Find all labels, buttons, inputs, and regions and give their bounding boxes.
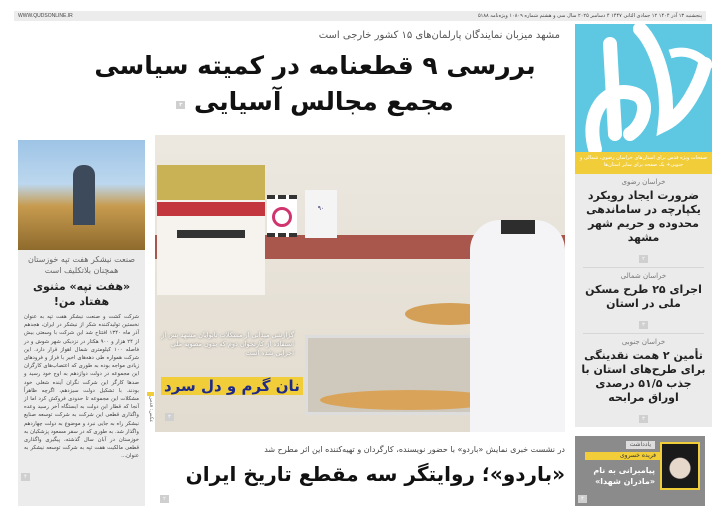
region-title[interactable]: تأمین ۲ همت نقدینگی برای طرح‌های استان با جذب ۵۱/۵ درصدی اوراق مرابحه: [581, 349, 706, 404]
logo-tagline: صفحات ویژه قدس برای استان‌های خراسان رضوی، شمالی و جنوبی+ یک صفحه برای سایر استان‌ها: [575, 152, 712, 174]
website-url[interactable]: WWW.QUDSONLINE.IR: [18, 13, 73, 19]
left-column-story: [18, 140, 145, 506]
photo-story-title[interactable]: نان گرم و دل سرد: [161, 377, 303, 395]
bottom-kicker: در نشست خبری نمایش «باردو» با حضور نویسنده، کارگردان و تهیه‌کننده این اثر مطرح شد: [264, 445, 565, 454]
headline-line: بررسی ۹ قطعنامه در کمیته سیاسی: [94, 51, 536, 80]
region-title[interactable]: ضرورت ایجاد رویکرد یکپارچه در ساماندهی محدوده و حریم شهر مشهد: [586, 189, 701, 244]
regions-column: [575, 174, 712, 427]
page-ref[interactable]: ۲: [160, 495, 169, 503]
region-title[interactable]: اجرای ۲۵ طرح مسکن ملی در استان: [585, 283, 702, 310]
left-kicker: صنعت نیشکر هفت تپه خوزستان همچنان بلاتکلیف است: [27, 255, 136, 275]
opinion-title[interactable]: پیامبرانی به نام «مادران شهدا»: [593, 466, 655, 486]
opinion-box[interactable]: [575, 436, 705, 506]
farmer: [73, 165, 95, 225]
main-kicker: مشهد میزبان نمایندگان پارلمان‌های ۱۵ کشور خارجی است: [318, 30, 560, 41]
page-ref[interactable]: ۳: [639, 415, 648, 423]
region-story-south[interactable]: [575, 334, 712, 427]
baker: [470, 220, 565, 432]
page-ref[interactable]: ۲: [165, 413, 174, 421]
left-title[interactable]: «هفت تپه» مثنوی هفتاد من!: [32, 280, 131, 308]
wall-notice: ۹۰: [305, 190, 337, 238]
bakery-photo[interactable]: [155, 135, 565, 432]
masthead-strip: [14, 11, 706, 21]
newspaper-logo: [575, 24, 712, 152]
region-story-north[interactable]: [575, 268, 712, 333]
main-headline[interactable]: [70, 48, 560, 120]
dateline: پنجشنبه ۱۳ آذر ۱۴۰۴ ۱۲ جمادی الثانی ۱۴۴۷ ۴ دسامبر ۲۰۲۵ سال سی و هشتم شماره ۱۰۸۰۹ ویژه‌نامه ۵۱۸۸: [477, 13, 702, 19]
logo-calligraphy-icon: [575, 24, 712, 152]
opinion-section-label: یادداشت: [626, 441, 655, 449]
price-notice: [157, 165, 265, 295]
sugarcane-photo: [18, 140, 145, 250]
page-ref[interactable]: ۳: [639, 321, 648, 329]
left-body: شرکت کشت و صنعت نیشکر هفت تپه به عنوان نخستین تولیدکننده شکر از نیشکر در ایران، هجدهم آذر ماه ۱۳۴۰ افتتاح شد این شرکت با وسعتی بیش از ۲۴ هزار و ۹۰۰ هکتار در نزدیکی شهر شوش و در فاصله ۱۰۰ کیلومتری شمال اهواز قرار دارد. این شرکت همواره طی دهه‌های اخیر با فراز و فرودهای زیادی مواجه بوده به طوری که اعتصاب‌های کارگران این مجموعه در دولت دوازدهم به اوج خود رسید و صدها کارگر این شرکت نگران آینده شغلی خود بودند. با تشکیل دولت سیزدهم، اگرچه ظاهراً مشکلات این مجموعه تا حدودی فروکش کرد اما از آنجا که قطار این دولت به ایستگاه آخر رسید وعده واگذاری قطعی این شرکت به شرکت توسعه صنایع نیشکر راه به جایی نبرد و موضوع به دولت چهاردهم واگذار شد. به طوری که در سفر مسعود پزشکیان به خوزستان در آبان سال گذشته، پیگیری واگذاری قطعی مالکیت هفت تپه به شرکت توسعه نیشکر به عنوان...: [24, 314, 140, 460]
photo-credit: عکس: قدس: [147, 392, 154, 428]
page-ref[interactable]: ۴: [578, 495, 587, 503]
headline-line: مجمع مجالس آسیایی: [193, 87, 454, 116]
photo-caption: گزارشی میدانی از مشکلات نانوایان مشهد پس از استفاده از کارتخوان دوم که بدون مصوبه ملی اجرایی شده است: [161, 331, 294, 357]
page-ref[interactable]: ۳: [176, 101, 185, 109]
region-label: خراسان جنوبی: [621, 338, 666, 346]
region-label: خراسان شمالی: [620, 272, 667, 280]
region-label: خراسان رضوی: [621, 178, 666, 186]
region-story-razavi[interactable]: [575, 174, 712, 267]
author-photo: [660, 442, 700, 490]
opinion-author: فریده خسروی: [585, 452, 660, 460]
page-ref[interactable]: ۲: [639, 255, 648, 263]
page-ref[interactable]: ۴: [21, 473, 30, 481]
bottom-headline[interactable]: «باردو»؛ روایتگر سه مقطع تاریخ ایران: [185, 462, 565, 486]
no-smoking-sign: [267, 195, 297, 237]
